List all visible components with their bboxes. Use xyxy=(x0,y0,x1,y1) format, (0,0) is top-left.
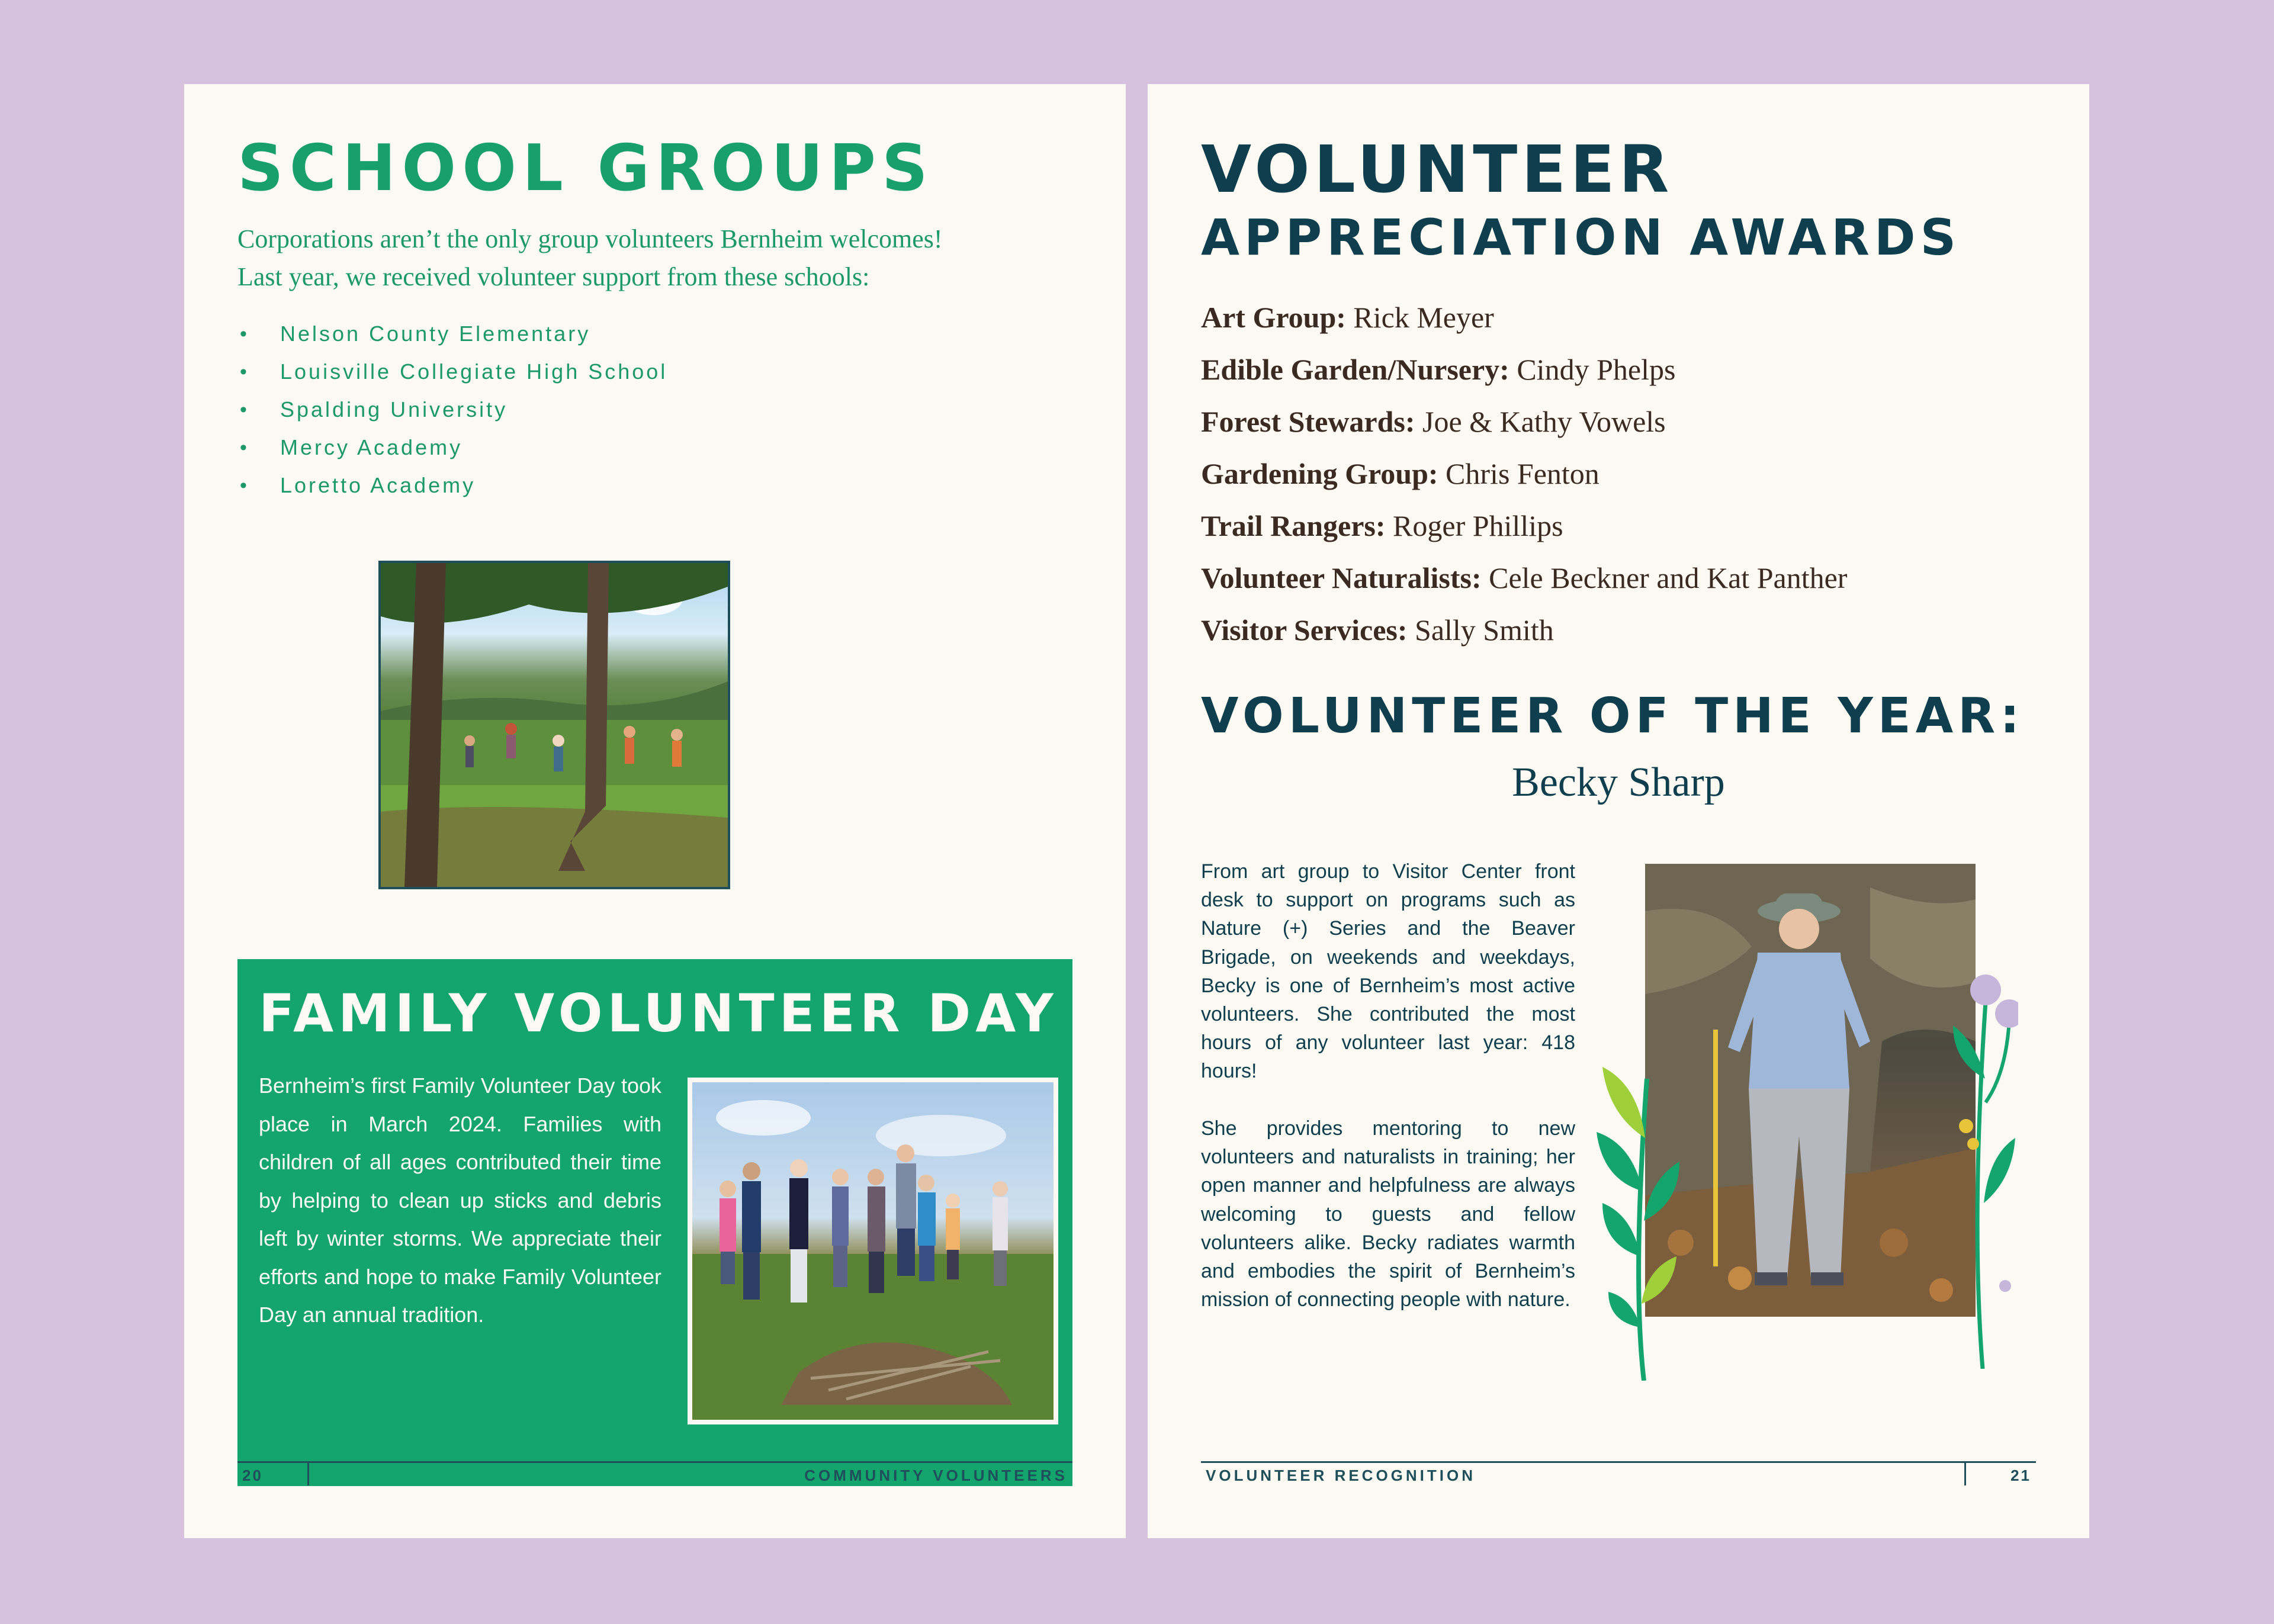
award-item xyxy=(1201,448,1847,500)
awards-heading-line1: VOLUNTEER xyxy=(1201,131,1674,207)
becky-photo-illustration xyxy=(1645,864,1976,1317)
award-recipient: Cele Beckner and Kat Panther xyxy=(1489,561,1848,594)
family-photo-illustration xyxy=(692,1082,1054,1420)
award-recipient: Roger Phillips xyxy=(1393,509,1563,542)
page-number: 20 xyxy=(242,1467,263,1484)
list-item: • Spalding University xyxy=(237,391,667,429)
award-group: Art Group: xyxy=(1201,301,1346,334)
award-item xyxy=(1201,604,1847,656)
volunteer-of-year-paragraph-2: She provides mentoring to new volunteers and naturalists in training; her open manner and helpfulness are always welcoming to guests and fellow volunteers alike. Becky radiates warmth and embodies the spirit of Bernheim’s mission of connecting people with nature. xyxy=(1201,1117,1575,1311)
awards-heading-line2: APPRECIATION AWARDS xyxy=(1201,208,1961,266)
award-recipient: Cindy Phelps xyxy=(1517,353,1676,386)
school-groups-photo xyxy=(378,561,730,889)
award-item xyxy=(1201,343,1847,395)
footer-left xyxy=(237,1461,1072,1489)
list-item: • Nelson County Elementary xyxy=(237,315,667,353)
volunteer-of-year-name: Becky Sharp xyxy=(1512,760,1725,805)
award-recipient: Sally Smith xyxy=(1415,613,1554,647)
plant-illustration-left xyxy=(1591,1043,1679,1381)
list-item: • Mercy Academy xyxy=(237,429,667,467)
family-volunteer-day-text: Bernheim’s first Family Volunteer Day took place in March 2024. Families with children of all ages contributed their time by helping to clean up sticks and debris left by winter storms. We appreciate their efforts and hope to make Family Volunteer Day an annual tradition. xyxy=(259,1073,661,1327)
school-photo-illustration xyxy=(381,563,728,887)
awards-list xyxy=(1201,291,1847,656)
family-volunteer-day-photo xyxy=(688,1078,1058,1424)
award-group: Gardening Group: xyxy=(1201,457,1438,490)
volunteer-of-year-paragraph-1: From art group to Visitor Center front desk to support on programs such as Nature (+) Series and the Beaver Brigade, on weekends and weekdays, Becky is one of Bernheim’s most active volunteers. She contributed the most hours of any volunteer last year: 418 hours! xyxy=(1201,860,1575,1083)
list-item: • Louisville Collegiate High School xyxy=(237,353,667,391)
award-group: Visitor Services: xyxy=(1201,613,1408,647)
footer-divider xyxy=(1964,1463,1966,1485)
intro-line-1: Corporations aren’t the only group volunteers Bernheim welcomes! xyxy=(237,224,943,253)
footer-right xyxy=(1201,1461,2036,1489)
award-item xyxy=(1201,291,1847,343)
school-list xyxy=(237,315,667,504)
award-group: Volunteer Naturalists: xyxy=(1201,561,1482,594)
becky-sharp-photo xyxy=(1645,864,1976,1317)
award-group: Forest Stewards: xyxy=(1201,405,1415,438)
award-item xyxy=(1201,500,1847,552)
family-volunteer-day-box xyxy=(237,959,1072,1486)
award-item xyxy=(1201,395,1847,448)
school-groups-intro xyxy=(237,220,1067,296)
plant-illustration-right xyxy=(1953,954,2018,1369)
award-item xyxy=(1201,552,1847,604)
school-groups-title: SCHOOL GROUPS xyxy=(237,131,934,205)
page-right xyxy=(1148,84,2089,1538)
volunteer-of-year-heading: VOLUNTEER OF THE YEAR: xyxy=(1201,688,2025,744)
list-item: • Loretto Academy xyxy=(237,467,667,504)
award-group: Trail Rangers: xyxy=(1201,509,1386,542)
footer-section-label: COMMUNITY VOLUNTEERS xyxy=(804,1467,1068,1484)
family-volunteer-day-title: FAMILY VOLUNTEER DAY xyxy=(259,983,1058,1044)
footer-section-label: VOLUNTEER RECOGNITION xyxy=(1206,1467,1476,1484)
award-recipient: Chris Fenton xyxy=(1446,457,1599,490)
page-left xyxy=(184,84,1126,1538)
award-group: Edible Garden/Nursery: xyxy=(1201,353,1509,386)
footer-divider xyxy=(307,1463,309,1485)
award-recipient: Rick Meyer xyxy=(1353,301,1494,334)
award-recipient: Joe & Kathy Vowels xyxy=(1422,405,1666,438)
page-number: 21 xyxy=(2010,1467,2031,1484)
intro-line-2: Last year, we received volunteer support from these schools: xyxy=(237,262,870,291)
